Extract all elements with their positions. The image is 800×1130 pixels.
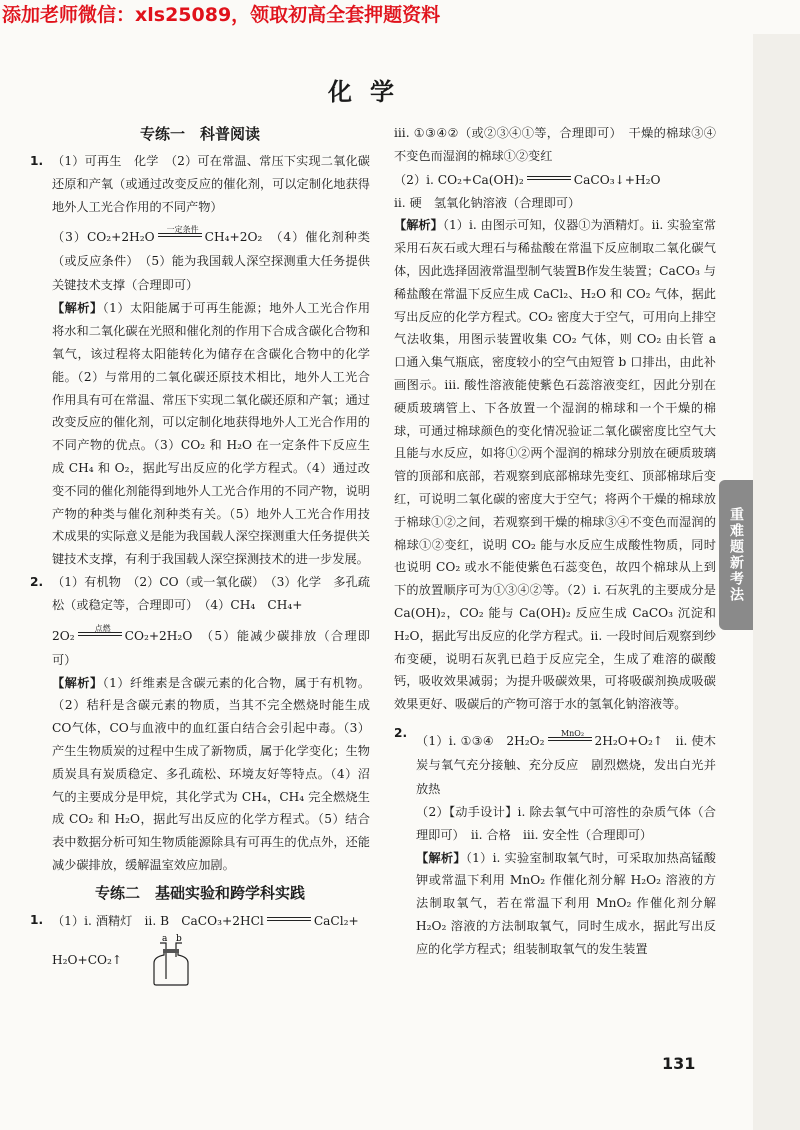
equation-line (416, 722, 716, 801)
analysis-tag: 【解析】 (416, 850, 466, 865)
port-label-b: b (176, 934, 182, 945)
analysis-paragraph (52, 297, 370, 571)
equation-right: CH₄+2O₂ （4）催化剂种类（或反应条件） （5）能为我国载人深空探测重大任务提供关键技术支撑（合理即可） (52, 230, 370, 293)
analysis-paragraph (52, 672, 370, 877)
analysis-text: （1）纤维素是含碳元素的化合物，属于有机物。（2）秸秆是含碳元素的物质，当其不完全燃烧时能生成CO气体，CO与血液中的血红蛋白结合会引起中毒。（3）产生生物质炭的过程中生成了新物质，属于化学变化；生物质炭具有炭质稳定、多孔疏松、环境友好等特点。（4）沼气的主要成分是甲烷，其化学式为 CH₄，CH₄ 完全燃烧生成 CO₂ 和 H₂O，据此写出反应的化学方程式。（5）结合表中数据分析可知生物质能源除具有可再生的优点外，还能减少碳排放，缓解温室效应加剧。 (52, 675, 371, 872)
equation-left: （3）CO₂+2H₂O (52, 230, 155, 245)
long-tube (160, 943, 166, 979)
question-number: 1. (30, 912, 44, 927)
answer-text: （2）【动手设计】i. 除去氧气中可溶性的杂质气体（合理即可） ii. 合格 iii. 安全性（合理即可） (416, 804, 716, 842)
equation-products: H₂O+CO₂↑ (52, 952, 123, 967)
analysis-paragraph (394, 214, 716, 716)
page-number: 131 (662, 1054, 696, 1073)
equation-right: CaCl₂+ (313, 913, 359, 928)
section-title-1: 专练一 科普阅读 (139, 125, 260, 143)
analysis-text: （1）i. 由图示可知，仪器①为酒精灯。ii. 实验室常采用石灰石或大理石与稀盐酸在常温下反应制取二氧化碳气体，因此选择固液常温型制气装置B作发生装置；CaCO₃ 与稀盐酸在常温下反应生成 CaCl₂、H₂O 和 CO₂ 气体，据此写出反应的化学方程式。CO₂ 密度大于空气，可用向上排空气法收集，用图示装置收集 CO₂ 气体，则 CO₂ 由长管 a 口通入集气瓶底，密度较小的空气由短管 b 口排出，由此补画图示。iii. 酸性溶液能使紫色石蕊溶液变红，因此分别在硬质玻璃管上、下各放置一个湿润的棉球和一个干燥的棉球，可通过棉球颜色的变化情况验证二氧化碳密度比空气大且能与水反应，如将①②两个湿润的棉球分别放在硬质玻璃管的顶部和底部，若观察到底部棉球先变红、顶部棉球后变红，可说明二氧化碳的密度大于空气；将两个干燥的棉球放于棉球①②之间，若观察到干燥的棉球③④不变色而湿润的棉球①②变红，说明 CO₂ 能与水反应生成酸性物质，同时也说明 CO₂ 或水不能使紫色石蕊变色，故四个棉球从上到下的放置顺序可为①③④②等。（2）i. 石灰乳的主要成分是 Ca(OH)₂，CO₂ 能与 Ca(OH)₂ 反应生成 CaCO₃ 沉淀和 H₂O，据此写出反应的化学方程式。ii. 一段时间后观察到纱布变硬，说明石灰乳已趋于反应完全，生成了难溶的碳酸钙，吸收效果减弱；为提升吸碳效果，可将吸碳剂换成吸碳效果更好、吸碳后的产物可溶于水的氢氧化钠溶液等。 (394, 218, 717, 712)
equation-left: 2O₂ (52, 628, 75, 643)
question-1 (30, 150, 370, 571)
promo-banner: 添加老师微信：xls25089，领取初高全套押题资料 (0, 0, 800, 34)
equals-sign (527, 176, 571, 180)
question-number: 2. (394, 725, 408, 740)
stopper (163, 949, 179, 953)
analysis-text: （1）太阳能属于可再生能源；地外人工光合作用将水和二氧化碳在光照和催化剂的作用下合成含碳化合物和氧气，该过程将太阳能转化为储存在含碳化合物中的化学能。（2）与常用的二氧化碳还原技术相比，地外人工光合作用具有可在常温、常压下实现二氧化碳还原和产氧；通过改变反应的催化剂，可以定制化地获得地外人工光合作用的不同产物的优点。（3）CO₂ 和 H₂O 在一定条件下反应生成 CH₄ 和 O₂，据此写出反应的化学方程式。（4）通过改变不同的催化剂能得到地外人工光合作用的不同产物，说明产物的种类与催化剂种类有关。（5）地外人工光合作用技术成果的实际意义是能为我国载人深空探测重大任务提供关键技术支撑，有利于我国载人深空探测技术的进一步发展。 (52, 301, 371, 567)
equation-left: （1）i. ①③④ 2H₂O₂ (416, 733, 545, 748)
answer-text: （1）有机物 （2）CO（或一氧化碳） （3）化学 多孔疏松（或稳定等，合理即可） （4）CH₄ CH₄+ (52, 574, 370, 612)
equation-left: （1）i. 酒精灯 ii. B CaCO₃+2HCl (52, 913, 264, 928)
gas-bottle-diagram (146, 933, 196, 987)
question-number: 2. (30, 574, 44, 589)
answer-text: iii. ①③④②（或②③④①等，合理即可） 干燥的棉球③④不变色而湿润的棉球①②变红 (394, 126, 716, 163)
page-edge (753, 0, 800, 1130)
equation-right: 2H₂O+O₂↑ ii. 使木炭与氧气充分接触、充分反应 剧烈燃烧，发出白光并放热 (416, 733, 716, 796)
analysis-tag: 【解析】 (52, 301, 103, 316)
answer-text: ii. 硬 氢氧化钠溶液（合理即可） (394, 195, 581, 210)
reaction-condition: 一定条件 (166, 225, 199, 235)
question-4 (394, 722, 716, 961)
bottle-outline (154, 951, 188, 985)
reaction-condition: MnO₂ (560, 728, 585, 738)
equation-right: CaCO₃↓+H₂O (573, 172, 661, 187)
port-label-a: a (162, 934, 168, 945)
equals-sign (267, 917, 311, 921)
equation-left: （2）i. CO₂+Ca(OH)₂ (394, 172, 524, 187)
equation-line (52, 909, 370, 933)
question-2 (30, 571, 370, 877)
analysis-paragraph (416, 847, 716, 961)
equation-line (394, 168, 716, 192)
question-3 (30, 909, 370, 988)
equation-line (52, 617, 370, 672)
reaction-condition: 点燃 (94, 623, 111, 633)
analysis-tag: 【解析】 (394, 218, 443, 233)
equation-right: CO₂+2H₂O （5）能减少碳排放（合理即可） (52, 628, 370, 667)
answer-text: （1）可再生 化学 （2）可在常温、常压下实现二氧化碳还原和产氧（或通过改变反应的催化剂，可以定制化地获得地外人工光合作用的不同产物） (52, 154, 370, 214)
equation-line (52, 218, 370, 297)
side-tab: 重难题新考法 (719, 480, 753, 630)
equation-continuation (52, 933, 370, 988)
page-title: 化学 (328, 78, 412, 106)
analysis-text: （1）i. 实验室制取氧气时，可采取加热高锰酸钾或常温下利用 MnO₂ 作催化剂分解 H₂O₂ 溶液的方法制取氧气，若在常温下利用 MnO₂ 作催化剂分解 H₂O₂ 溶液的方法制取氧气，同时生成水，据此写出反应的化学方程式；组装制取氧气的发生装置 (416, 850, 716, 956)
right-column (394, 122, 716, 961)
question-number: 1. (30, 154, 44, 168)
left-column (30, 118, 370, 987)
analysis-tag: 【解析】 (52, 675, 103, 690)
section-title-2: 专练二 基础实验和跨学科实践 (94, 883, 305, 902)
